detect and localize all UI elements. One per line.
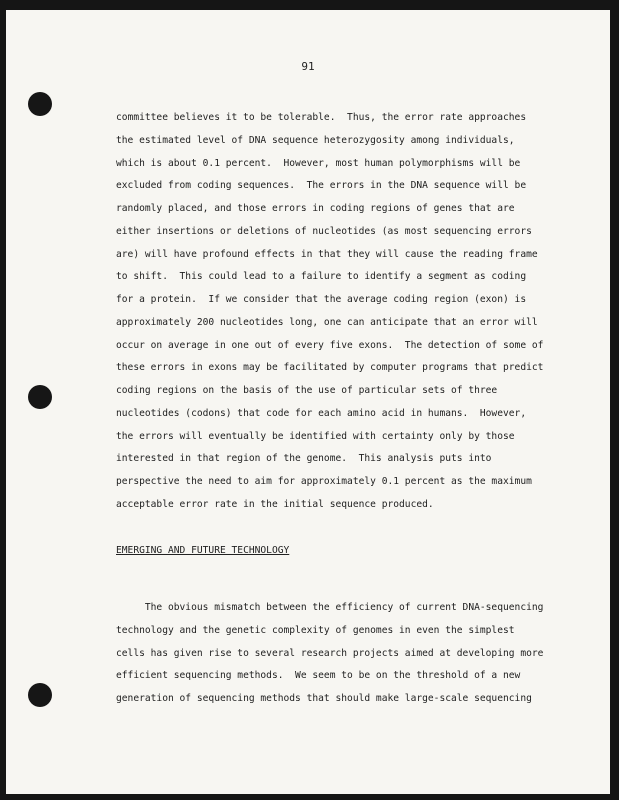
text-line: efficient sequencing methods. We seem to be on the threshold of a new xyxy=(116,670,521,682)
paragraph-2 xyxy=(116,597,546,711)
punch-hole-top xyxy=(28,92,52,116)
text-line: these errors in exons may be facilitated by computer programs that predict xyxy=(116,362,544,374)
text-line: for a protein. If we consider that the average coding region (exon) is xyxy=(116,294,527,305)
text-line: the errors will eventually be identified with certainty only by those xyxy=(116,430,515,442)
text-line: perspective the need to aim for approximately 0.1 percent as the maximum xyxy=(116,476,532,487)
text-line: committee believes it to be tolerable. Thus, the error rate approaches xyxy=(116,112,527,123)
text-line: either insertions or deletions of nucleotides (as most sequencing errors xyxy=(116,225,532,237)
document-page xyxy=(6,10,610,794)
punch-hole-middle xyxy=(28,385,52,409)
text-line: nucleotides (codons) that code for each amino acid in humans. However, xyxy=(116,407,527,419)
punch-hole-bottom xyxy=(28,683,52,707)
text-line: technology and the genetic complexity of genomes in even the simplest xyxy=(116,624,515,636)
text-line: which is about 0.1 percent. However, most human polymorphisms will be xyxy=(116,157,521,169)
text-line: to shift. This could lead to a failure to identify a segment as coding xyxy=(116,271,527,283)
text-line: coding regions on the basis of the use of particular sets of three xyxy=(116,385,498,396)
section-heading: EMERGING AND FUTURE TECHNOLOGY xyxy=(116,545,290,556)
text-line: The obvious mismatch between the efficiency of current DNA-sequencing xyxy=(116,602,544,613)
text-line: acceptable error rate in the initial sequence produced. xyxy=(116,498,434,510)
text-line: excluded from coding sequences. The errors in the DNA sequence will be xyxy=(116,180,527,192)
text-line: the estimated level of DNA sequence heterozygosity among individuals, xyxy=(116,134,515,146)
text-line: interested in that region of the genome. This analysis puts into xyxy=(116,453,492,465)
text-line: occur on average in one out of every five exons. The detection of some of xyxy=(116,339,544,351)
text-line: approximately 200 nucleotides long, one can anticipate that an error will xyxy=(116,316,538,328)
text-line: generation of sequencing methods that should make large-scale sequencing xyxy=(116,693,532,704)
text-line: randomly placed, and those errors in coding regions of genes that are xyxy=(116,203,515,214)
text-line: cells has given rise to several research projects aimed at developing more xyxy=(116,647,544,659)
page-number: 91 xyxy=(301,60,315,73)
paragraph-1 xyxy=(116,107,546,517)
text-line: are) will have profound effects in that they will cause the reading frame xyxy=(116,248,538,260)
